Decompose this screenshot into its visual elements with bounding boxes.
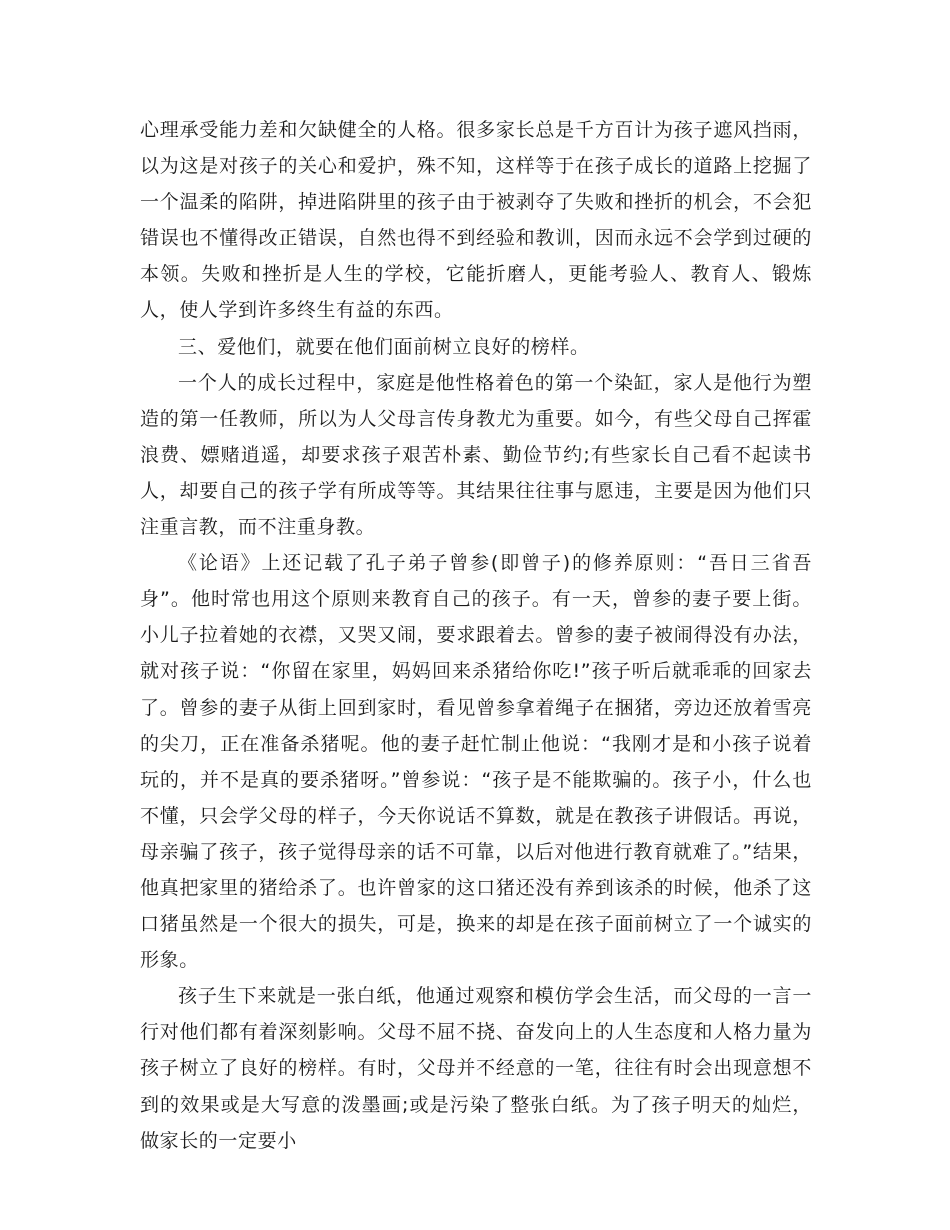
paragraph: 一个人的成长过程中，家庭是他性格着色的第一个染缸，家人是他行为塑造的第一任教师，所以为人父母言传身教尤为重要。如今，有些父母自己挥霍浪费、嫖赌逍遥，却要求孩子艰苦朴素、勤俭节约;有些家长自己看不起读书人，却要自己的孩子学有所成等等。其结果往往事与愿违，主要是因为他们只注重言教，而不注重身教。	[140, 371, 812, 539]
paragraph-continuation: 心理承受能力差和欠缺健全的人格。很多家长总是千方百计为孩子遮风挡雨，以为这是对孩子的关心和爱护，殊不知，这样等于在孩子成长的道路上挖掘了一个温柔的陷阱，掉进陷阱里的孩子由于被剥夺了失败和挫折的机会，不会犯错误也不懂得改正错误，自然也得不到经验和教训，因而永远不会学到过硬的本领。失败和挫折是人生的学校，它能折磨人，更能考验人、教育人、锻炼人，使人学到许多终生有益的东西。	[140, 119, 812, 322]
section-heading: 三、爱他们，就要在他们面前树立良好的榜样。	[178, 335, 590, 358]
document-body	[140, 112, 812, 1159]
paragraph: 孩子生下来就是一张白纸，他通过观察和模仿学会生活，而父母的一言一行对他们都有着深刻影响。父母不屈不挠、奋发向上的人生态度和人格力量为孩子树立了良好的榜样。有时，父母并不经意的一笔，往往有时会出现意想不到的效果或是大写意的泼墨画;或是污染了整张白纸。为了孩子明天的灿烂，做家长的一定要小	[140, 985, 812, 1152]
paragraph: 《论语》上还记载了孔子弟子曾参(即曾子)的修养原则：“吾日三省吾身”。他时常也用这个原则来教育自己的孩子。有一天，曾参的妻子要上街。小儿子拉着她的衣襟，又哭又闹，要求跟着去。曾参的妻子被闹得没有办法，就对孩子说：“你留在家里，妈妈回来杀猪给你吃!”孩子听后就乖乖的回家去了。曾参的妻子从街上回到家时，看见曾参拿着绳子在捆猪，旁边还放着雪亮的尖刀，正在准备杀猪呢。他的妻子赶忙制止他说：“我刚才是和小孩子说着玩的，并不是真的要杀猪呀。”曾参说：“孩子是不能欺骗的。孩子小，什么也不懂，只会学父母的样子，今天你说话不算数，就是在教孩子讲假话。再说，母亲骗了孩子，孩子觉得母亲的话不可靠，以后对他进行教育就难了。”结果，他真把家里的猪给杀了。也许曾家的这口猪还没有养到该杀的时候，他杀了这口猪虽然是一个很大的损失，可是，换来的却是在孩子面前树立了一个诚实的形象。	[140, 552, 812, 972]
